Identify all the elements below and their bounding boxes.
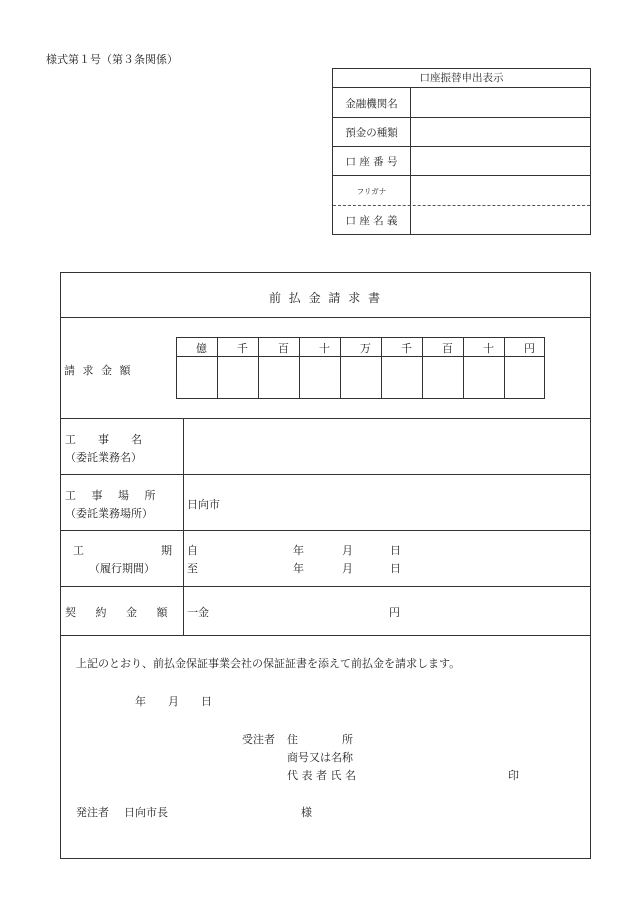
period-from-month: 月: [342, 544, 353, 557]
account-holder-label: 口 座 名 義: [345, 215, 398, 227]
period-to-year: 年: [293, 562, 304, 575]
period-from-year: 年: [293, 544, 304, 557]
deposit-type-field[interactable]: [411, 118, 591, 146]
unit-sen-2: 千: [401, 342, 412, 355]
period-sub: （履行期間）: [89, 562, 155, 575]
contract-amount-label: 契 約 金 額: [65, 606, 176, 619]
work-name-sub: （委託業務名）: [65, 451, 142, 464]
period-from-day: 日: [390, 544, 401, 557]
form-title: 前 払 金 請 求 書: [268, 291, 383, 305]
unit-juu-2: 十: [483, 342, 494, 355]
advance-payment-form: [60, 272, 591, 859]
request-statement: 上記のとおり、前払金保証事業会社の保証証書を添えて前払金を請求します。: [76, 657, 461, 670]
contract-amount-field[interactable]: [211, 593, 391, 629]
account-holder-field[interactable]: [411, 206, 591, 234]
account-transfer-box: [332, 68, 591, 235]
period-to-month: 月: [342, 562, 353, 575]
orderer-name: 日向市長: [124, 806, 168, 819]
unit-man: 万: [360, 342, 371, 355]
account-number-field[interactable]: [411, 147, 591, 175]
company-name-label: 商号又は名称: [287, 751, 353, 764]
work-place-value[interactable]: 日向市: [187, 498, 220, 511]
furigana-field[interactable]: [411, 176, 591, 205]
work-name-field[interactable]: [185, 419, 590, 473]
address-label: 住 所: [287, 733, 353, 746]
work-place-label: 工 事 場 所: [65, 489, 162, 502]
honorific: 様: [301, 806, 312, 819]
seal-mark: 印: [508, 769, 519, 782]
amount-grid[interactable]: [176, 337, 545, 399]
period-label: 工 期: [73, 544, 172, 557]
form-code: 様式第１号（第３条関係）: [46, 53, 178, 66]
bank-name-field[interactable]: [411, 89, 591, 117]
contract-amount-yen: 円: [389, 606, 400, 619]
period-to-day: 日: [390, 562, 401, 575]
orderer-label: 発注者: [76, 806, 109, 819]
unit-hyaku: 百: [278, 342, 289, 355]
contract-amount-prefix: 一金: [187, 606, 209, 619]
contractor-label: 受注者: [242, 733, 275, 746]
request-date[interactable]: 年 月 日: [135, 695, 212, 708]
unit-oku: 億: [196, 342, 207, 355]
unit-juu: 十: [319, 342, 330, 355]
unit-sen: 千: [237, 342, 248, 355]
request-amount-label: 請 求 金 額: [64, 364, 133, 377]
period-from: 自: [187, 544, 198, 557]
work-place-sub: （委託業務場所）: [65, 507, 153, 520]
work-name-label: 工 事 名: [65, 433, 142, 446]
period-to: 至: [187, 562, 198, 575]
account-number-label: 口 座 番 号: [345, 156, 398, 168]
deposit-type-label: 預金の種類: [345, 127, 398, 139]
representative-label: 代 表 者 氏 名: [287, 769, 356, 782]
unit-yen: 円: [524, 342, 535, 355]
unit-hyaku-2: 百: [442, 342, 453, 355]
bank-name-label: 金融機関名: [345, 98, 398, 110]
furigana-label: フリガナ: [356, 187, 387, 196]
account-box-title: 口座振替申出表示: [333, 69, 590, 88]
